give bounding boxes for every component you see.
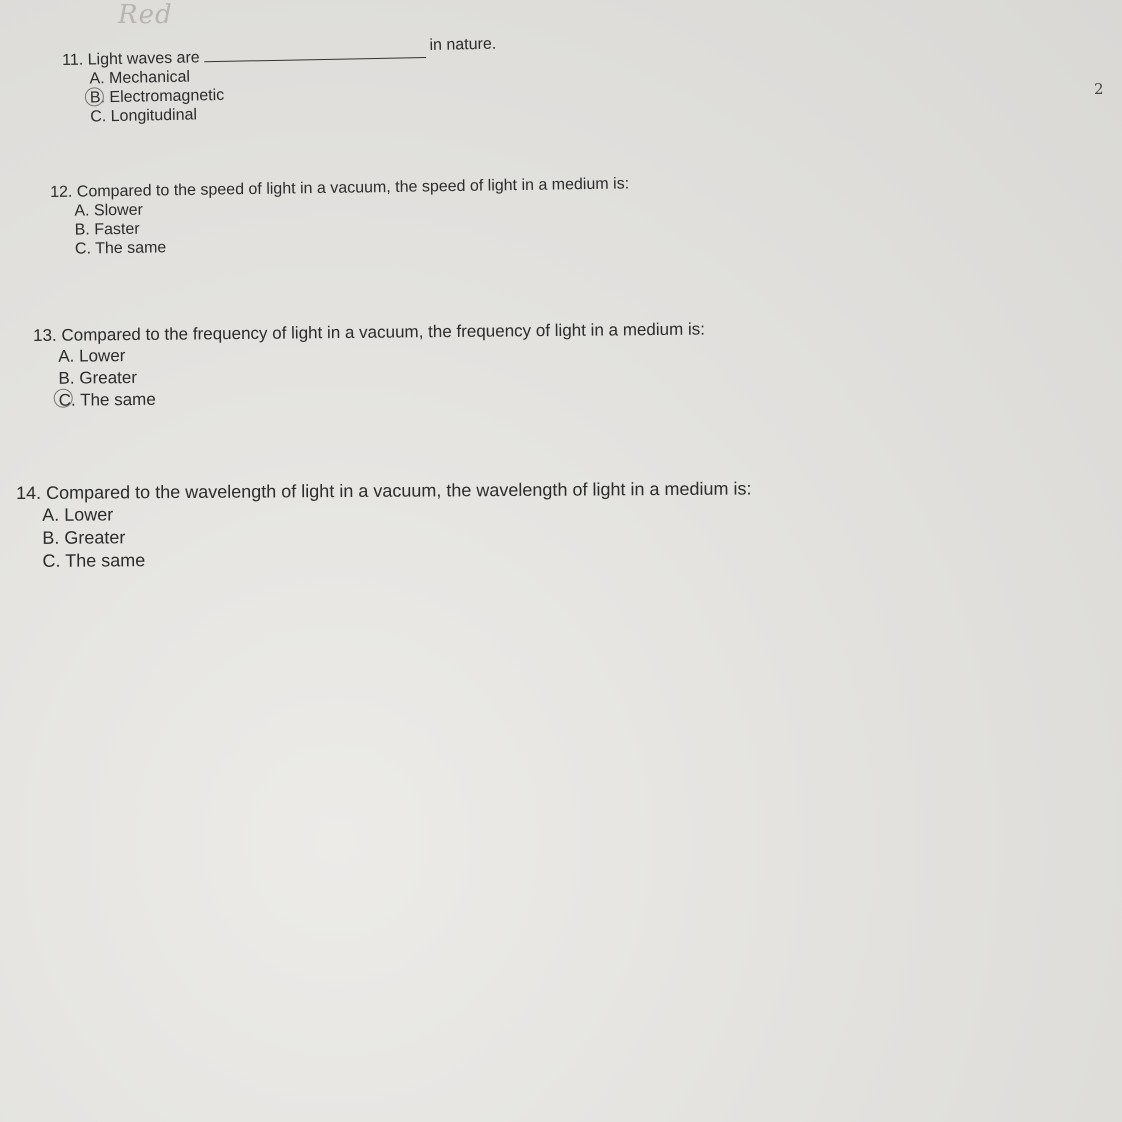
question-text: Compared to the speed of light in a vacuum, the speed of light in a medium is:	[76, 175, 630, 201]
question-13	[33, 320, 706, 412]
option-c	[42, 546, 752, 573]
option-text: Faster	[94, 220, 140, 239]
option-letter-marked: B.	[89, 89, 106, 107]
question-suffix: in nature.	[429, 35, 497, 54]
option-text: Electromagnetic	[109, 86, 225, 107]
option-letter: A.	[89, 70, 105, 88]
option-text: The same	[65, 550, 146, 571]
answer-options	[89, 62, 497, 127]
option-text: The same	[94, 239, 167, 258]
answer-options	[58, 340, 705, 412]
question-11	[62, 35, 498, 127]
option-letter: C.	[74, 240, 92, 258]
option-text: Longitudinal	[110, 106, 198, 126]
option-text: The same	[80, 389, 156, 410]
option-letter: C.	[90, 108, 107, 126]
margin-mark: 2	[1094, 80, 1104, 98]
question-text: Compared to the frequency of light in a vacuum, the frequency of light in a medium is:	[61, 319, 706, 345]
question-12	[50, 175, 630, 259]
option-text: Lower	[64, 504, 114, 525]
student-name-handwritten: Red	[118, 0, 173, 30]
option-letter: C.	[42, 550, 61, 571]
question-number: 13.	[33, 325, 57, 345]
option-letter-marked: C.	[58, 390, 76, 410]
question-number: 14.	[16, 482, 42, 503]
option-letter: A.	[42, 504, 60, 525]
question-text: Light waves are	[87, 49, 200, 69]
option-letter: A.	[58, 346, 75, 366]
option-letter: B.	[58, 368, 75, 388]
option-text: Lower	[78, 346, 126, 366]
answer-options	[42, 500, 752, 573]
question-number: 12.	[50, 183, 73, 201]
question-14	[16, 479, 752, 573]
answer-blank	[204, 57, 426, 62]
option-text: Mechanical	[108, 68, 191, 88]
question-text: Compared to the wavelength of light in a vacuum, the wavelength of light in a medium is:	[46, 478, 752, 503]
option-text: Greater	[79, 368, 138, 388]
option-letter: B.	[74, 221, 90, 239]
option-text: Greater	[64, 527, 126, 548]
answer-options	[74, 193, 630, 258]
question-number: 11.	[62, 51, 84, 69]
option-letter: A.	[74, 202, 90, 220]
option-letter: B.	[42, 527, 60, 548]
question-stem	[16, 479, 752, 504]
option-text: Slower	[93, 201, 144, 220]
